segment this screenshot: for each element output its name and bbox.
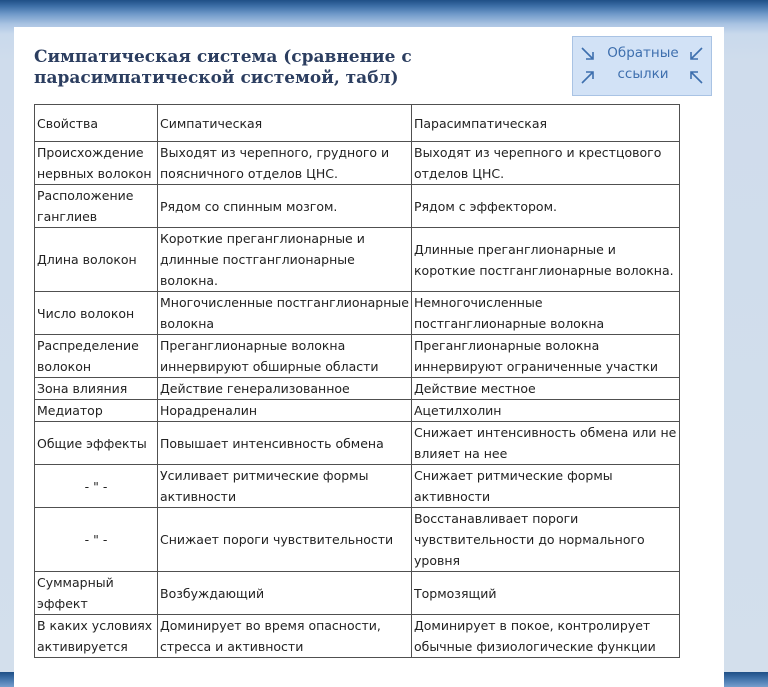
- header-cell: Парасимпатическая: [412, 105, 680, 142]
- header-cell: Симпатическая: [158, 105, 412, 142]
- table-row: [35, 378, 680, 400]
- table-cell: Действие местное: [412, 378, 680, 400]
- table-cell: Суммарный эффект: [35, 572, 158, 615]
- table-cell: Преганглионарные волокна иннервируют обширные области: [158, 335, 412, 378]
- table-cell: Снижает интенсивность обмена или не влияет на нее: [412, 422, 680, 465]
- table-header-row: [35, 105, 680, 142]
- table-cell: Усиливает ритмические формы активности: [158, 465, 412, 508]
- table-cell: - " -: [35, 508, 158, 572]
- arrow-up-right-icon: [580, 69, 596, 85]
- table-cell: Снижает ритмические формы активности: [412, 465, 680, 508]
- table-cell: - " -: [35, 465, 158, 508]
- arrow-down-left-icon: [688, 46, 704, 62]
- table-cell: В каких условиях активируется: [35, 615, 158, 658]
- table-cell: Немногочисленные постганглионарные волокна: [412, 292, 680, 335]
- table-cell: Восстанавливает пороги чувствительности до нормального уровня: [412, 508, 680, 572]
- table-cell: Многочисленные постганглионарные волокна: [158, 292, 412, 335]
- content-panel: [14, 27, 724, 687]
- page-title: Симпатическая система (сравнение с парасимпатической системой, табл): [34, 47, 412, 88]
- table-row: [35, 228, 680, 292]
- backlinks-button[interactable]: [572, 36, 712, 96]
- table-cell: Тормозящий: [412, 572, 680, 615]
- table-cell: Рядом с эффектором.: [412, 185, 680, 228]
- table-cell: Повышает интенсивность обмена: [158, 422, 412, 465]
- table-cell: Возбуждающий: [158, 572, 412, 615]
- table-row: [35, 615, 680, 658]
- table-cell: Длинные преганглионарные и короткие постганглионарные волокна.: [412, 228, 680, 292]
- table-cell: Выходят из черепного, грудного и поясничного отделов ЦНС.: [158, 142, 412, 185]
- table-cell: Действие генерализованное: [158, 378, 412, 400]
- table-cell: Доминирует в покое, контролирует обычные физиологические функции: [412, 615, 680, 658]
- table-cell: Происхождение нервных волокон: [35, 142, 158, 185]
- table-row: [35, 335, 680, 378]
- table-cell: Доминирует во время опасности, стресса и активности: [158, 615, 412, 658]
- table-cell: Распределение волокон: [35, 335, 158, 378]
- backlinks-label: Обратные ссылки: [607, 45, 679, 82]
- table-cell: Ацетилхолин: [412, 400, 680, 422]
- table-cell: Выходят из черепного и крестцового отделов ЦНС.: [412, 142, 680, 185]
- arrow-up-left-icon: [688, 69, 704, 85]
- table-row: [35, 465, 680, 508]
- table-row: [35, 292, 680, 335]
- table-cell: Снижает пороги чувствительности: [158, 508, 412, 572]
- table-row: [35, 400, 680, 422]
- table-row: [35, 508, 680, 572]
- table-row: [35, 185, 680, 228]
- table-cell: Число волокон: [35, 292, 158, 335]
- table-cell: Преганглионарные волокна иннервируют ограниченные участки: [412, 335, 680, 378]
- table-cell: Рядом со спинным мозгом.: [158, 185, 412, 228]
- arrow-down-right-icon: [580, 46, 596, 62]
- table-row: [35, 572, 680, 615]
- table-cell: Медиатор: [35, 400, 158, 422]
- comparison-table: [34, 104, 680, 658]
- header-cell: Свойства: [35, 105, 158, 142]
- table-cell: Норадреналин: [158, 400, 412, 422]
- table-cell: Зона влияния: [35, 378, 158, 400]
- table-cell: Длина волокон: [35, 228, 158, 292]
- table-row: [35, 422, 680, 465]
- table-row: [35, 142, 680, 185]
- table-cell: Общие эффекты: [35, 422, 158, 465]
- table-cell: Расположение ганглиев: [35, 185, 158, 228]
- table-cell: Короткие преганглионарные и длинные постганглионарные волокна.: [158, 228, 412, 292]
